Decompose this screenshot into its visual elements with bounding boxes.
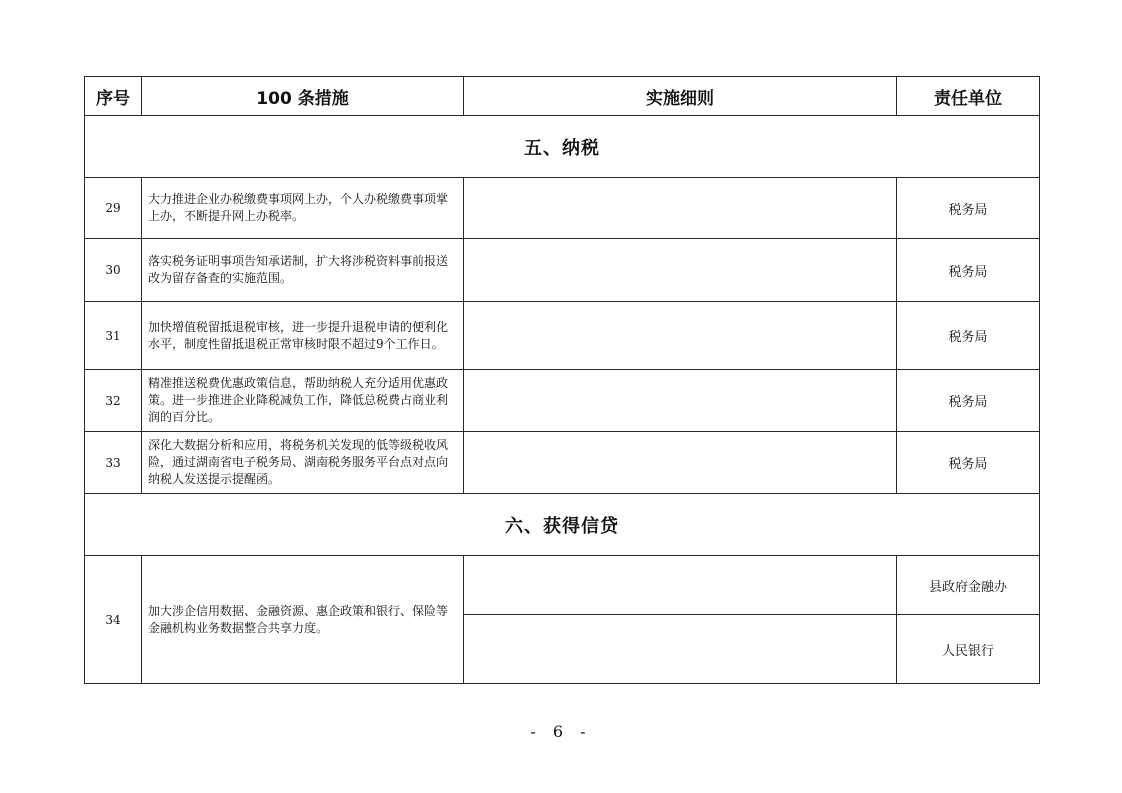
responsible-unit: 税务局 [897, 302, 1040, 370]
section-title: 五、纳税 [85, 116, 1040, 178]
section-title: 六、获得信贷 [85, 494, 1040, 556]
detail-text [464, 556, 897, 615]
table-row [85, 239, 1040, 302]
row-number: 31 [85, 302, 142, 370]
detail-text [464, 239, 897, 302]
measure-text: 加大涉企信用数据、金融资源、惠企政策和银行、保险等金融机构业务数据整合共享力度。 [142, 556, 464, 684]
responsible-unit: 税务局 [897, 370, 1040, 432]
measure-text: 深化大数据分析和应用，将税务机关发现的低等级税收风险，通过湖南省电子税务局、湖南税务服务平台点对点向纳税人发送提示提醒函。 [142, 432, 464, 494]
responsible-unit: 税务局 [897, 239, 1040, 302]
responsible-unit: 人民银行 [897, 615, 1040, 684]
table-row [85, 432, 1040, 494]
detail-text [464, 178, 897, 239]
detail-text [464, 370, 897, 432]
section-row-credit [85, 494, 1040, 556]
responsible-unit: 县政府金融办 [897, 556, 1040, 615]
row-number: 32 [85, 370, 142, 432]
row-number: 34 [85, 556, 142, 684]
table-row [85, 370, 1040, 432]
section-row-tax [85, 116, 1040, 178]
responsible-unit: 税务局 [897, 178, 1040, 239]
detail-text [464, 615, 897, 684]
header-measure: 100 条措施 [142, 77, 464, 116]
row-number: 29 [85, 178, 142, 239]
table-row [85, 556, 1040, 615]
page-number: - 6 - [530, 722, 592, 741]
measure-text: 落实税务证明事项告知承诺制，扩大将涉税资料事前报送改为留存备查的实施范围。 [142, 239, 464, 302]
responsible-unit: 税务局 [897, 432, 1040, 494]
measures-table [84, 76, 1040, 684]
header-index: 序号 [85, 77, 142, 116]
table-row [85, 178, 1040, 239]
measure-text: 大力推进企业办税缴费事项网上办，个人办税缴费事项掌上办，不断提升网上办税率。 [142, 178, 464, 239]
detail-text [464, 432, 897, 494]
table-row [85, 302, 1040, 370]
measure-text: 加快增值税留抵退税审核，进一步提升退税申请的便利化水平，制度性留抵退税正常审核时限不超过9个工作日。 [142, 302, 464, 370]
row-number: 33 [85, 432, 142, 494]
measure-text: 精准推送税费优惠政策信息，帮助纳税人充分适用优惠政策。进一步推进企业降税减负工作，降低总税费占商业利润的百分比。 [142, 370, 464, 432]
header-unit: 责任单位 [897, 77, 1040, 116]
detail-text [464, 302, 897, 370]
row-number: 30 [85, 239, 142, 302]
table-header-row [85, 77, 1040, 116]
header-detail: 实施细则 [464, 77, 897, 116]
